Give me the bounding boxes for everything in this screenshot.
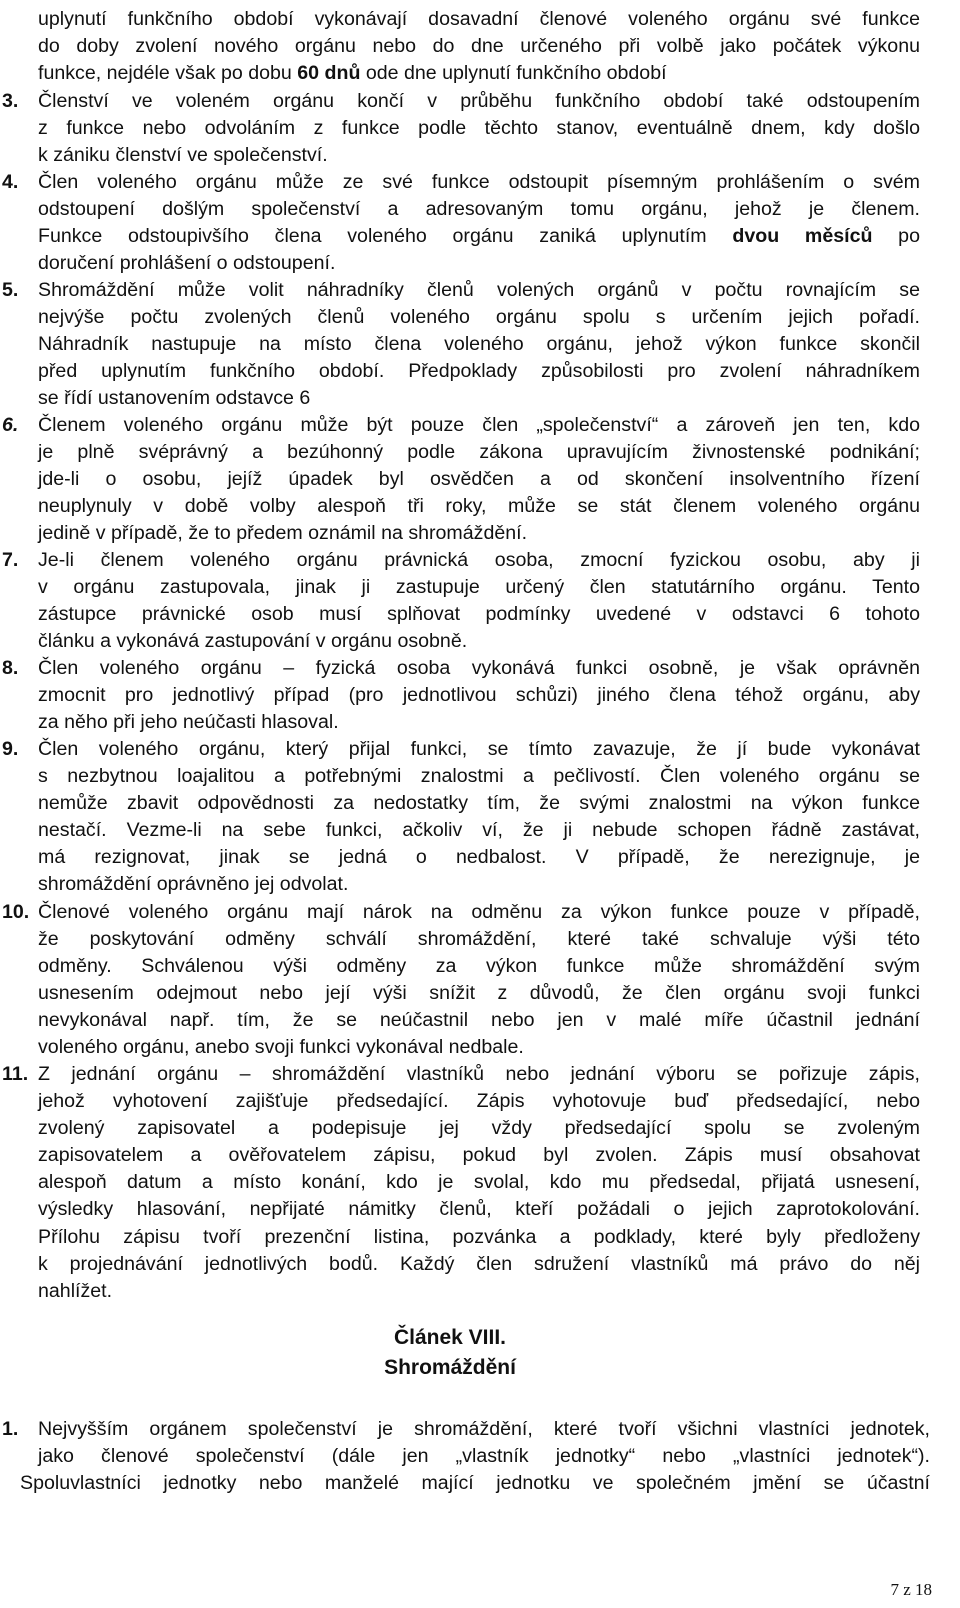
paragraph-number: 4. (2, 171, 19, 193)
text-line: zmocnit pro jednotlivý případ (pro jednotlivou schůzi) jiného člena téhož orgánu, aby (38, 684, 920, 707)
bold-text: dvou měsíců (732, 225, 873, 248)
text-line (38, 223, 920, 250)
text-fragment: po (872, 225, 920, 248)
text-line: doručení prohlášení o odstoupení. (38, 252, 336, 275)
paragraph-5 (2, 277, 920, 412)
text-line: z funkce nebo odvoláním z funkce podle těchto stanov, eventuálně dnem, kdy došlo (38, 117, 920, 140)
text-line: odměny. Schválenou výši odměny za výkon funkce může shromáždění svým (38, 955, 920, 978)
text-line: zvolený zapisovatel a podepisuje jej vždy předsedající spolu se zvoleným (38, 1117, 920, 1140)
text-line: v orgánu zastupovala, jinak ji zastupuje určený člen statutárního orgánu. Tento (38, 576, 920, 599)
paragraph-number: 1. (2, 1418, 19, 1440)
paragraph-9 (2, 736, 920, 899)
text-line: voleného orgánu, anebo svoji funkci vykonával nedbale. (38, 1036, 524, 1059)
text-line: je plně svéprávný a bezúhonný podle zákona upravujícím živnostenské podnikání; (38, 441, 920, 464)
text-line: Členem voleného orgánu může být pouze člen „společenství“ a zároveň jen ten, kdo (38, 414, 920, 436)
text-line: Přílohu zápisu tvoří prezenční listina, pozvánka a podklady, které byly předloženy (38, 1225, 920, 1248)
bold-text: 60 dnů (297, 62, 361, 85)
paragraph-11 (2, 1061, 920, 1305)
text-line: jako členové společenství (dále jen „vlastník jednotky“ nebo „vlastníci jednotek“). (38, 1445, 930, 1468)
paragraph-1 (2, 1416, 930, 1497)
page-number: 7 z 18 (890, 1580, 932, 1599)
text-line: nestačí. Vezme-li na sebe funkci, ačkoliv ví, že ji nebude schopen řádně zastávat, (38, 819, 920, 842)
text-line: do doby zvolení nového orgánu nebo do dne určeného při volbě jako počátek výkonu (38, 35, 920, 58)
text-fragment: Funkce odstoupivšího člena voleného orgánu zaniká uplynutím (38, 225, 733, 248)
text-line: s nezbytnou loajalitou a potřebnými znalostmi a pečlivostí. Člen voleného orgánu se (38, 765, 920, 788)
text-line: k zániku členství ve společenství. (38, 144, 328, 167)
text-line: Z jednání orgánu – shromáždění vlastníků nebo jednání výboru se pořizuje zápis, (38, 1063, 920, 1085)
text-line: Člen voleného orgánu – fyzická osoba vykonává funkci osobně, je však oprávněn (38, 657, 920, 679)
paragraph-4 (2, 169, 920, 277)
text-line: nevykonával např. tím, že se neúčastnil nebo jen v malé míře účastnil jednání (38, 1009, 920, 1032)
paragraph-number: 10. (2, 901, 30, 923)
paragraph-6 (2, 412, 920, 547)
intro-paragraph (38, 6, 920, 87)
article-subtitle: Shromáždění (384, 1356, 516, 1379)
text-line: Nejvyšším orgánem společenství je shromáždění, které tvoří všichni vlastníci jednotek, (38, 1418, 930, 1440)
text-line: před uplynutím funkčního období. Předpoklady způsobilosti pro zvolení náhradníkem (38, 360, 920, 383)
text-fragment: ode dne uplynutí funkčního období (360, 62, 667, 85)
paragraph-3 (2, 88, 920, 169)
text-line: jedině v případě, že to předem oznámil na shromáždění. (38, 522, 528, 545)
paragraph-number: 8. (2, 657, 19, 679)
text-line: neuplynuly v době volby alespoň tři roky, může se stát členem voleného orgánu (38, 495, 920, 518)
text-line: článku a vykonává zastupování v orgánu osobně. (38, 630, 468, 653)
text-line: že poskytování odměny schválí shromáždění, které také schvaluje výši této (38, 928, 920, 951)
text-line: má rezignovat, jinak se jedná o nedbalost. V případě, že nerezignuje, je (38, 846, 920, 869)
text-line: k projednávání jednotlivých bodů. Každý člen sdružení vlastníků má právo do něj (38, 1252, 920, 1275)
text-line: Členství ve voleném orgánu končí v průběhu funkčního období také odstoupením (38, 90, 920, 112)
article-title: Článek VIII. (393, 1326, 507, 1349)
paragraph-number: 3. (2, 90, 19, 112)
text-line: Náhradník nastupuje na místo člena voleného orgánu, jehož výkon funkce skončil (38, 333, 920, 356)
paragraph-8 (2, 655, 920, 736)
text-line: odstoupení došlým společenství a adresovaným tomu orgánu, jehož je členem. (38, 198, 920, 221)
text-line: uplynutí funkčního období vykonávají dosavadní členové voleného orgánu své funkce (38, 8, 920, 30)
text-line: shromáždění oprávněno jej odvolat. (38, 873, 349, 896)
text-line (38, 60, 920, 87)
text-fragment: funkce, nejdéle však po dobu (38, 62, 298, 85)
text-line: usnesením odejmout nebo její výši snížit z důvodů, že člen orgánu svoji funkci (38, 982, 920, 1005)
text-line: jehož vyhotovení zajišťuje předsedající. Zápis vyhotovuje buď předsedající, nebo (38, 1090, 920, 1113)
paragraph-number: 6. (2, 414, 19, 436)
paragraph-10 (2, 899, 920, 1062)
paragraph-number: 9. (2, 738, 19, 760)
text-line: nemůže zbavit odpovědnosti za nedostatky tím, že svými znalostmi na výkon funkce (38, 792, 920, 815)
text-line: Spoluvlastníci jednotky nebo manželé mající jednotku ve společném jmění se účastní (20, 1472, 930, 1495)
text-line: jde-li o osobu, jejíž úpadek byl osvědčen a od skončení insolventního řízení (38, 468, 920, 491)
text-line: Je-li členem voleného orgánu právnická osoba, zmocní fyzickou osobu, aby ji (38, 549, 920, 571)
text-line: zástupce právnické osob musí splňovat podmínky uvedené v odstavci 6 tohoto (38, 603, 920, 626)
text-line: Člen voleného orgánu může ze své funkce odstoupit písemným prohlášením o svém (38, 171, 920, 193)
text-line: nejvýše počtu zvolených členů voleného orgánu spolu s určením jejich pořadí. (38, 306, 920, 329)
paragraph-number: 7. (2, 549, 19, 571)
text-line: alespoň datum a místo konání, kdo je svolal, kdo mu předsedal, přijatá usnesení, (38, 1171, 920, 1194)
text-line: zapisovatelem a ověřovatelem zápisu, pokud byl zvolen. Zápis musí obsahovat (38, 1144, 920, 1167)
paragraph-7 (2, 547, 920, 655)
text-line: za něho při jeho neúčasti hlasoval. (38, 711, 339, 734)
text-line: Členové voleného orgánu mají nárok na odměnu za výkon funkce pouze v případě, (38, 901, 920, 923)
text-line: výsledky hlasování, nepřijaté námitky členů, kteří požádali o jejich zaprotokolování. (38, 1198, 920, 1221)
text-line: Člen voleného orgánu, který přijal funkci, se tímto zavazuje, že jí bude vykonávat (38, 738, 920, 760)
paragraph-number: 11. (2, 1063, 29, 1085)
paragraph-number: 5. (2, 279, 19, 301)
text-line: Shromáždění může volit náhradníky členů volených orgánů v počtu rovnajícím se (38, 279, 920, 301)
text-line: se řídí ustanovením odstavce 6 (38, 387, 311, 410)
text-line: nahlížet. (38, 1279, 113, 1302)
